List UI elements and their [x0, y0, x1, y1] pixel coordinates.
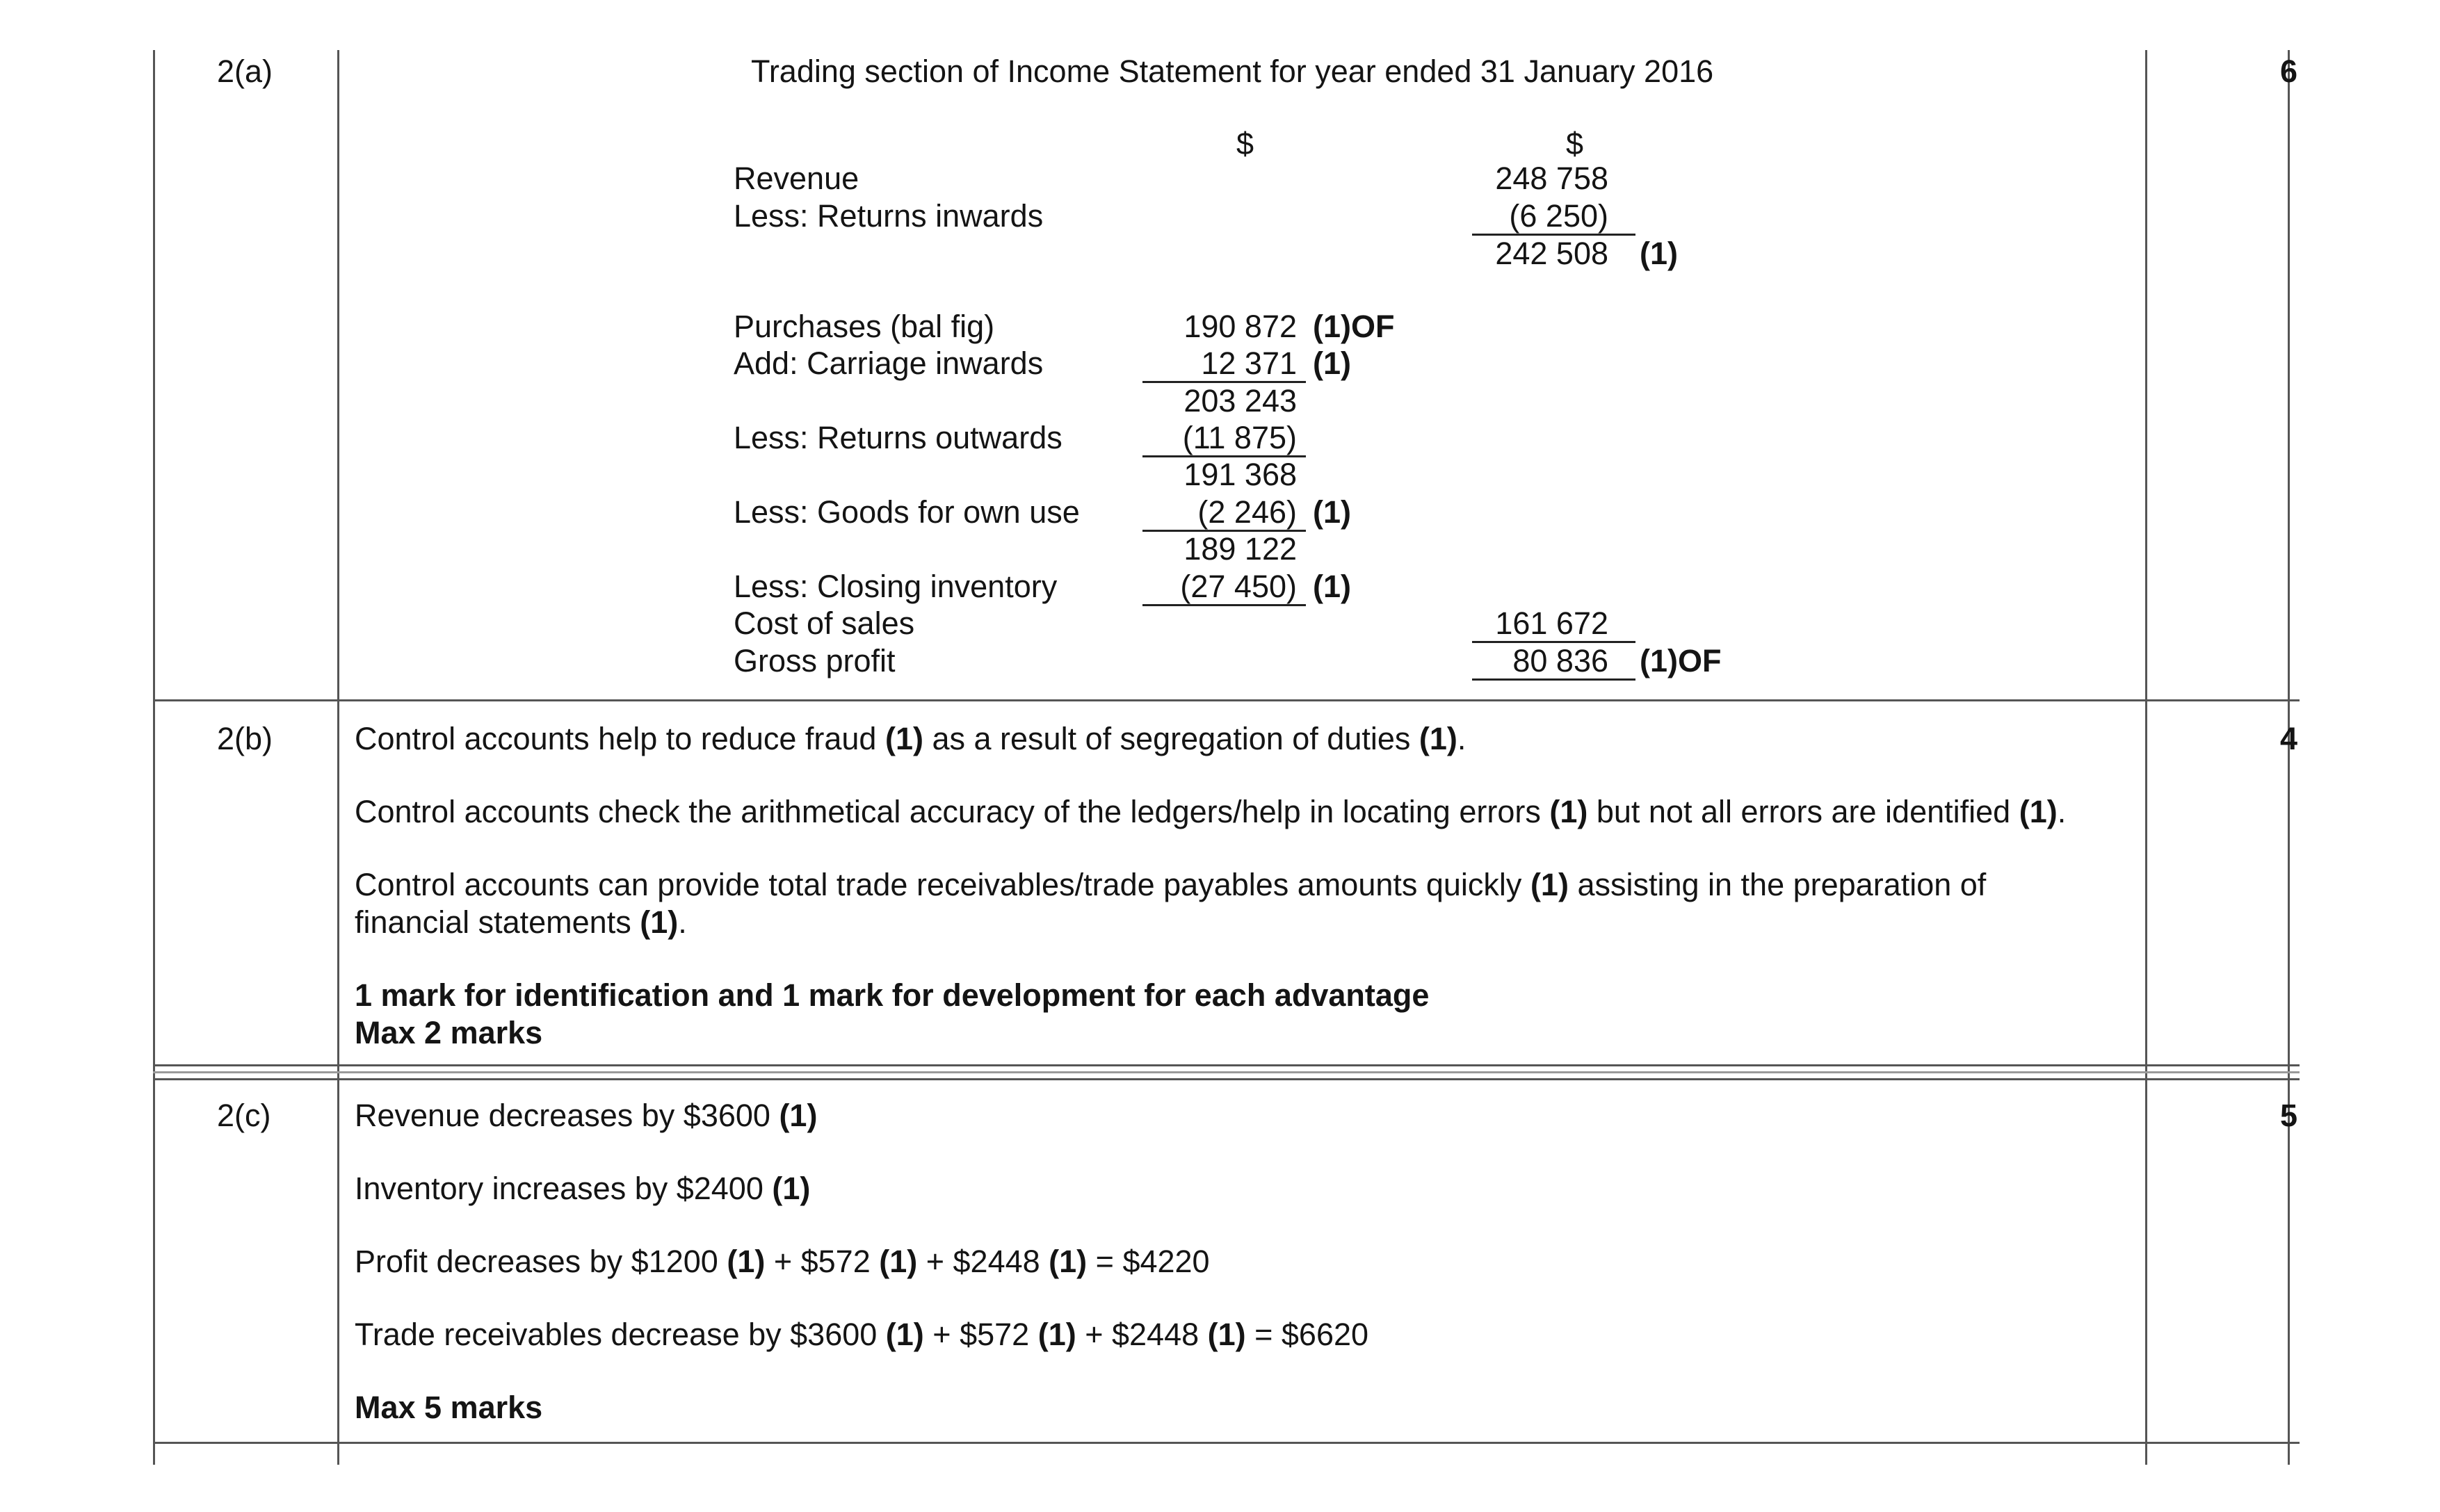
answer-2b-point-1: [355, 720, 2135, 758]
col2-currency-header: $: [1566, 126, 1584, 161]
row-divider-b-c-bottom: [153, 1078, 2300, 1080]
table-border-left: [153, 50, 155, 1465]
statement-label: Cost of sales: [734, 605, 915, 641]
mark-award: (1): [640, 904, 679, 940]
answer-text: but not all errors are identified: [1587, 794, 2019, 829]
answer-2c-inventory: [355, 1170, 2135, 1208]
mark-award: (1): [1207, 1317, 1246, 1352]
answer-text: = $4220: [1087, 1244, 1210, 1279]
table-divider-question: [337, 50, 339, 1465]
answer-2b-point-3: [355, 866, 2051, 941]
statement-amount-col1: (27 450): [1180, 569, 1297, 604]
statement-amount-col1: 203 243: [1183, 383, 1297, 418]
amount-underline: [1142, 604, 1306, 606]
answer-text: Trade receivables decrease by $3600: [355, 1317, 886, 1352]
statement-amount-col1: (2 246): [1197, 494, 1297, 530]
statement-label: Less: Closing inventory: [734, 569, 1058, 604]
mark-award: (1): [879, 1244, 918, 1279]
answer-text: Inventory increases by $2400: [355, 1171, 773, 1206]
max-marks-2b: Max 2 marks: [355, 1015, 543, 1050]
answer-text: Control accounts help to reduce fraud: [355, 721, 885, 756]
statement-amount-col1: 191 368: [1183, 457, 1297, 492]
statement-amount-col1: 189 122: [1183, 531, 1297, 567]
mark-award: (1): [2019, 794, 2058, 829]
answer-text: Profit decreases by $1200: [355, 1244, 727, 1279]
mark-award: (1): [1530, 867, 1569, 902]
answer-text: assisting in the preparation of financial statements: [355, 867, 1987, 940]
col1-currency-header: $: [1236, 126, 1254, 161]
answer-text: Revenue decreases by $3600: [355, 1098, 779, 1133]
statement-mark-col1: (1)OF: [1313, 309, 1395, 344]
amount-underline: [1472, 678, 1635, 681]
table-divider-marks: [2145, 50, 2147, 1465]
statement-label: Less: Goods for own use: [734, 494, 1080, 530]
mark-award: (1): [884, 721, 923, 756]
answer-text: + $2448: [917, 1244, 1049, 1279]
statement-amount-col2: 242 508: [1495, 236, 1608, 271]
question-number-2c: 2(c): [217, 1098, 271, 1133]
statement-mark-col2: (1)OF: [1640, 643, 1722, 678]
mark-award: (1): [1419, 721, 1457, 756]
statement-mark-col1: (1): [1313, 569, 1351, 604]
mark-award: (1): [727, 1244, 766, 1279]
statement-label: Gross profit: [734, 643, 896, 678]
question-number-2a: 2(a): [217, 54, 273, 89]
answer-text: Control accounts check the arithmetical accuracy of the ledgers/help in locating errors: [355, 794, 1550, 829]
statement-amount-col2: 248 758: [1495, 161, 1608, 196]
marks-2a: 6: [2279, 54, 2297, 89]
statement-amount-col2: 161 672: [1495, 605, 1608, 641]
statement-mark-col1: (1): [1313, 346, 1351, 381]
statement-amount-col2: 80 836: [1512, 643, 1608, 678]
statement-label: Less: Returns outwards: [734, 420, 1063, 455]
mark-award: (1): [779, 1098, 818, 1133]
max-marks-2c: Max 5 marks: [355, 1390, 543, 1425]
mark-award: (1): [885, 1317, 924, 1352]
statement-mark-col1: (1): [1313, 494, 1351, 530]
answer-text: + $2448: [1076, 1317, 1208, 1352]
statement-title: Trading section of Income Statement for year ended 31 January 2016: [751, 54, 1714, 89]
answer-text: .: [1457, 721, 1467, 756]
answer-text: .: [678, 904, 687, 940]
answer-2c-revenue: [355, 1097, 2135, 1135]
statement-amount-col1: (11 875): [1182, 420, 1297, 455]
answer-text: Control accounts can provide total trade receivables/trade payables amounts quickly: [355, 867, 1530, 902]
statement-label: Purchases (bal fig): [734, 309, 995, 344]
marking-note-2b: 1 mark for identification and 1 mark for development for each advantage: [355, 977, 1430, 1013]
statement-label: Revenue: [734, 161, 859, 196]
answer-text: + $572: [923, 1317, 1038, 1352]
statement-amount-col1: 12 371: [1201, 346, 1297, 381]
statement-amount-col2: (6 250): [1509, 198, 1608, 234]
statement-amount-col1: 190 872: [1183, 309, 1297, 344]
row-divider-b-c-mid: [153, 1071, 2300, 1073]
mark-award: (1): [1549, 794, 1588, 829]
row-divider-a-b: [153, 699, 2300, 701]
mark-award: (1): [772, 1171, 811, 1206]
answer-text: .: [2057, 794, 2067, 829]
mark-award: (1): [1037, 1317, 1076, 1352]
statement-mark-col2: (1): [1640, 236, 1678, 271]
answer-2c-profit: [355, 1243, 2135, 1281]
marks-2b: 4: [2279, 721, 2297, 756]
row-divider-b-c-top: [153, 1064, 2300, 1066]
answer-2c-receivables: [355, 1316, 2135, 1354]
question-number-2b: 2(b): [217, 721, 273, 756]
answer-text: = $6620: [1245, 1317, 1369, 1352]
answer-text: + $572: [765, 1244, 880, 1279]
answer-2b-point-2: [355, 793, 2135, 831]
table-bottom-border: [153, 1442, 2300, 1444]
statement-label: Add: Carriage inwards: [734, 346, 1044, 381]
answer-text: as a result of segregation of duties: [923, 721, 1419, 756]
statement-label: Less: Returns inwards: [734, 198, 1044, 234]
marks-2c: 5: [2279, 1098, 2297, 1133]
mark-award: (1): [1049, 1244, 1088, 1279]
